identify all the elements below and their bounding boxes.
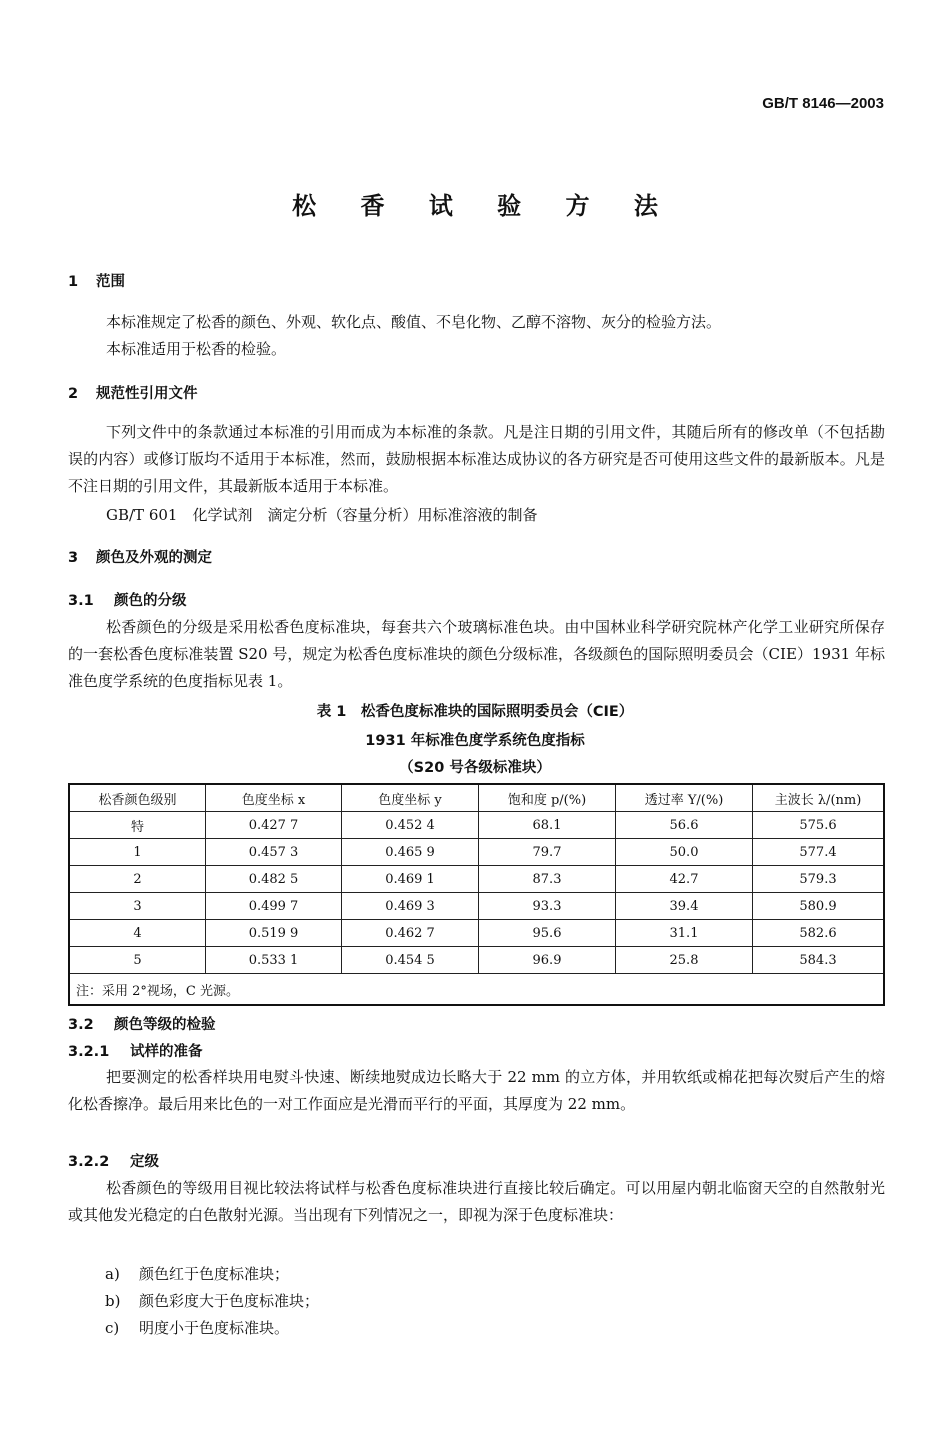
reference-gbt601: GB/T 601 化学试剂 滴定分析（容量分析）用标准溶液的制备: [106, 506, 538, 524]
table-cell: 0.462 7: [342, 920, 479, 947]
section-number: 3.2.2: [68, 1154, 110, 1170]
section-title: 颜色等级的检验: [114, 1017, 216, 1033]
section-3-2-2-paragraph: 松香颜色的等级用目视比较法将试样与松香色度标准块进行直接比较后确定。可以用屋内朝北临窗天空的自然散射光或其他发光稳定的白色散射光源。当出现有下列情况之一，即视为深于色度标准块：: [68, 1179, 885, 1224]
document-title: 松 香 试 验 方 法: [292, 192, 676, 220]
table-note-row: [69, 974, 884, 1006]
table-cell: 50.0: [616, 839, 753, 866]
table-cell: 42.7: [616, 866, 753, 893]
section-3-heading: [68, 546, 212, 567]
table-cell: 0.457 3: [206, 839, 342, 866]
section-3-2-1-heading: [68, 1040, 203, 1061]
table-cell: 0.482 5: [206, 866, 342, 893]
column-header: 透过率 Y/(%): [616, 784, 753, 812]
list-item-text: 明度小于色度标准块。: [139, 1319, 290, 1337]
table-cell: 56.6: [616, 812, 753, 839]
section-2-heading: [68, 382, 198, 403]
standard-code: GB/T 8146—2003: [762, 95, 884, 112]
table-cell: 96.9: [479, 947, 616, 974]
table-cell: 79.7: [479, 839, 616, 866]
section-number: 1: [68, 274, 79, 290]
section-title: 颜色的分级: [114, 593, 187, 609]
section-number: 3.2: [68, 1017, 94, 1033]
table-note: 注：采用 2°视场，C 光源。: [69, 974, 884, 1006]
list-item-text: 颜色红于色度标准块；: [139, 1265, 290, 1283]
table-cell: 5: [69, 947, 206, 974]
table-cell: 0.533 1: [206, 947, 342, 974]
table-cell: 87.3: [479, 866, 616, 893]
table-cell: 31.1: [616, 920, 753, 947]
table-row: [69, 839, 884, 866]
column-header: 色度坐标 x: [206, 784, 342, 812]
column-header: 主波长 λ/(nm): [753, 784, 885, 812]
table-1-caption-line-1: 表 1 松香色度标准块的国际照明委员会（CIE）: [316, 704, 634, 720]
table-cell: 580.9: [753, 893, 885, 920]
section-3-1-heading: [68, 589, 187, 610]
table-row: [69, 812, 884, 839]
table-row: [69, 947, 884, 974]
table-header-row: [69, 784, 884, 812]
column-header: 色度坐标 y: [342, 784, 479, 812]
table-cell: 579.3: [753, 866, 885, 893]
table-cell: 2: [69, 866, 206, 893]
table-cell: 0.469 1: [342, 866, 479, 893]
list-item-label: b): [105, 1292, 121, 1310]
table-cell: 95.6: [479, 920, 616, 947]
table-cell: 0.465 9: [342, 839, 479, 866]
list-item-label: a): [105, 1265, 120, 1283]
column-header: 松香颜色级别: [69, 784, 206, 812]
list-item: [105, 1290, 319, 1311]
table-1: [68, 783, 885, 1006]
section-number: 2: [68, 386, 79, 402]
section-number: 3.2.1: [68, 1044, 110, 1060]
table-cell: 68.1: [479, 812, 616, 839]
table-cell: 0.469 3: [342, 893, 479, 920]
list-item-text: 颜色彩度大于色度标准块；: [139, 1292, 320, 1310]
table-cell: 0.454 5: [342, 947, 479, 974]
section-1-heading: [68, 270, 125, 291]
section-title: 规范性引用文件: [96, 386, 198, 402]
section-number: 3.1: [68, 593, 94, 609]
table-cell: 25.8: [616, 947, 753, 974]
table-cell: 93.3: [479, 893, 616, 920]
section-title: 试样的准备: [130, 1044, 203, 1060]
table-cell: 特: [69, 812, 206, 839]
table-1-caption-line-3: （S20 号各级标准块）: [399, 760, 551, 776]
table-cell: 0.427 7: [206, 812, 342, 839]
section-3-2-2-heading: [68, 1150, 159, 1171]
table-cell: 3: [69, 893, 206, 920]
table-cell: 582.6: [753, 920, 885, 947]
table-row: [69, 920, 884, 947]
table-cell: 584.3: [753, 947, 885, 974]
section-2-paragraph: 下列文件中的条款通过本标准的引用而成为本标准的条款。凡是注日期的引用文件，其随后所有的修改单（不包括勘误的内容）或修订版均不适用于本标准，然而，鼓励根据本标准达成协议的各方研究是否可使用这些文件的最新版本。凡是不注日期的引用文件，其最新版本适用于本标准。: [68, 423, 885, 495]
section-number: 3: [68, 550, 79, 566]
table-cell: 4: [69, 920, 206, 947]
list-item: [105, 1317, 289, 1338]
table-cell: 0.519 9: [206, 920, 342, 947]
section-title: 范围: [96, 274, 125, 290]
table-cell: 577.4: [753, 839, 885, 866]
table-cell: 0.452 4: [342, 812, 479, 839]
section-1-line-1: 本标准规定了松香的颜色、外观、软化点、酸值、不皂化物、乙醇不溶物、灰分的检验方法。: [106, 313, 722, 331]
table-cell: 0.499 7: [206, 893, 342, 920]
column-header: 饱和度 p/(%): [479, 784, 616, 812]
table-1-caption-line-2: 1931 年标准色度学系统色度指标: [365, 733, 585, 749]
section-title: 定级: [130, 1154, 159, 1170]
section-3-2-1-paragraph: 把要测定的松香样块用电熨斗快速、断续地熨成边长略大于 22 mm 的立方体，并用软纸或棉花把每次熨后产生的熔化松香擦净。最后用来比色的一对工作面应是光滑而平行的平面，其厚度为 22 mm。: [68, 1068, 885, 1113]
section-3-1-paragraph: 松香颜色的分级是采用松香色度标准块，每套共六个玻璃标准色块。由中国林业科学研究院林产化学工业研究所保存的一套松香色度标准装置 S20 号，规定为松香色度标准块的颜色分级标准，各级颜色的国际照明委员会（CIE）1931 年标准色度学系统的色度指标见表 1。: [68, 618, 885, 690]
table-cell: 39.4: [616, 893, 753, 920]
section-title: 颜色及外观的测定: [96, 550, 212, 566]
list-item-label: c): [105, 1319, 120, 1337]
table-row: [69, 866, 884, 893]
section-3-2-heading: [68, 1013, 216, 1034]
section-1-line-2: 本标准适用于松香的检验。: [106, 340, 287, 358]
table-cell: 575.6: [753, 812, 885, 839]
table-cell: 1: [69, 839, 206, 866]
list-item: [105, 1263, 289, 1284]
table-row: [69, 893, 884, 920]
